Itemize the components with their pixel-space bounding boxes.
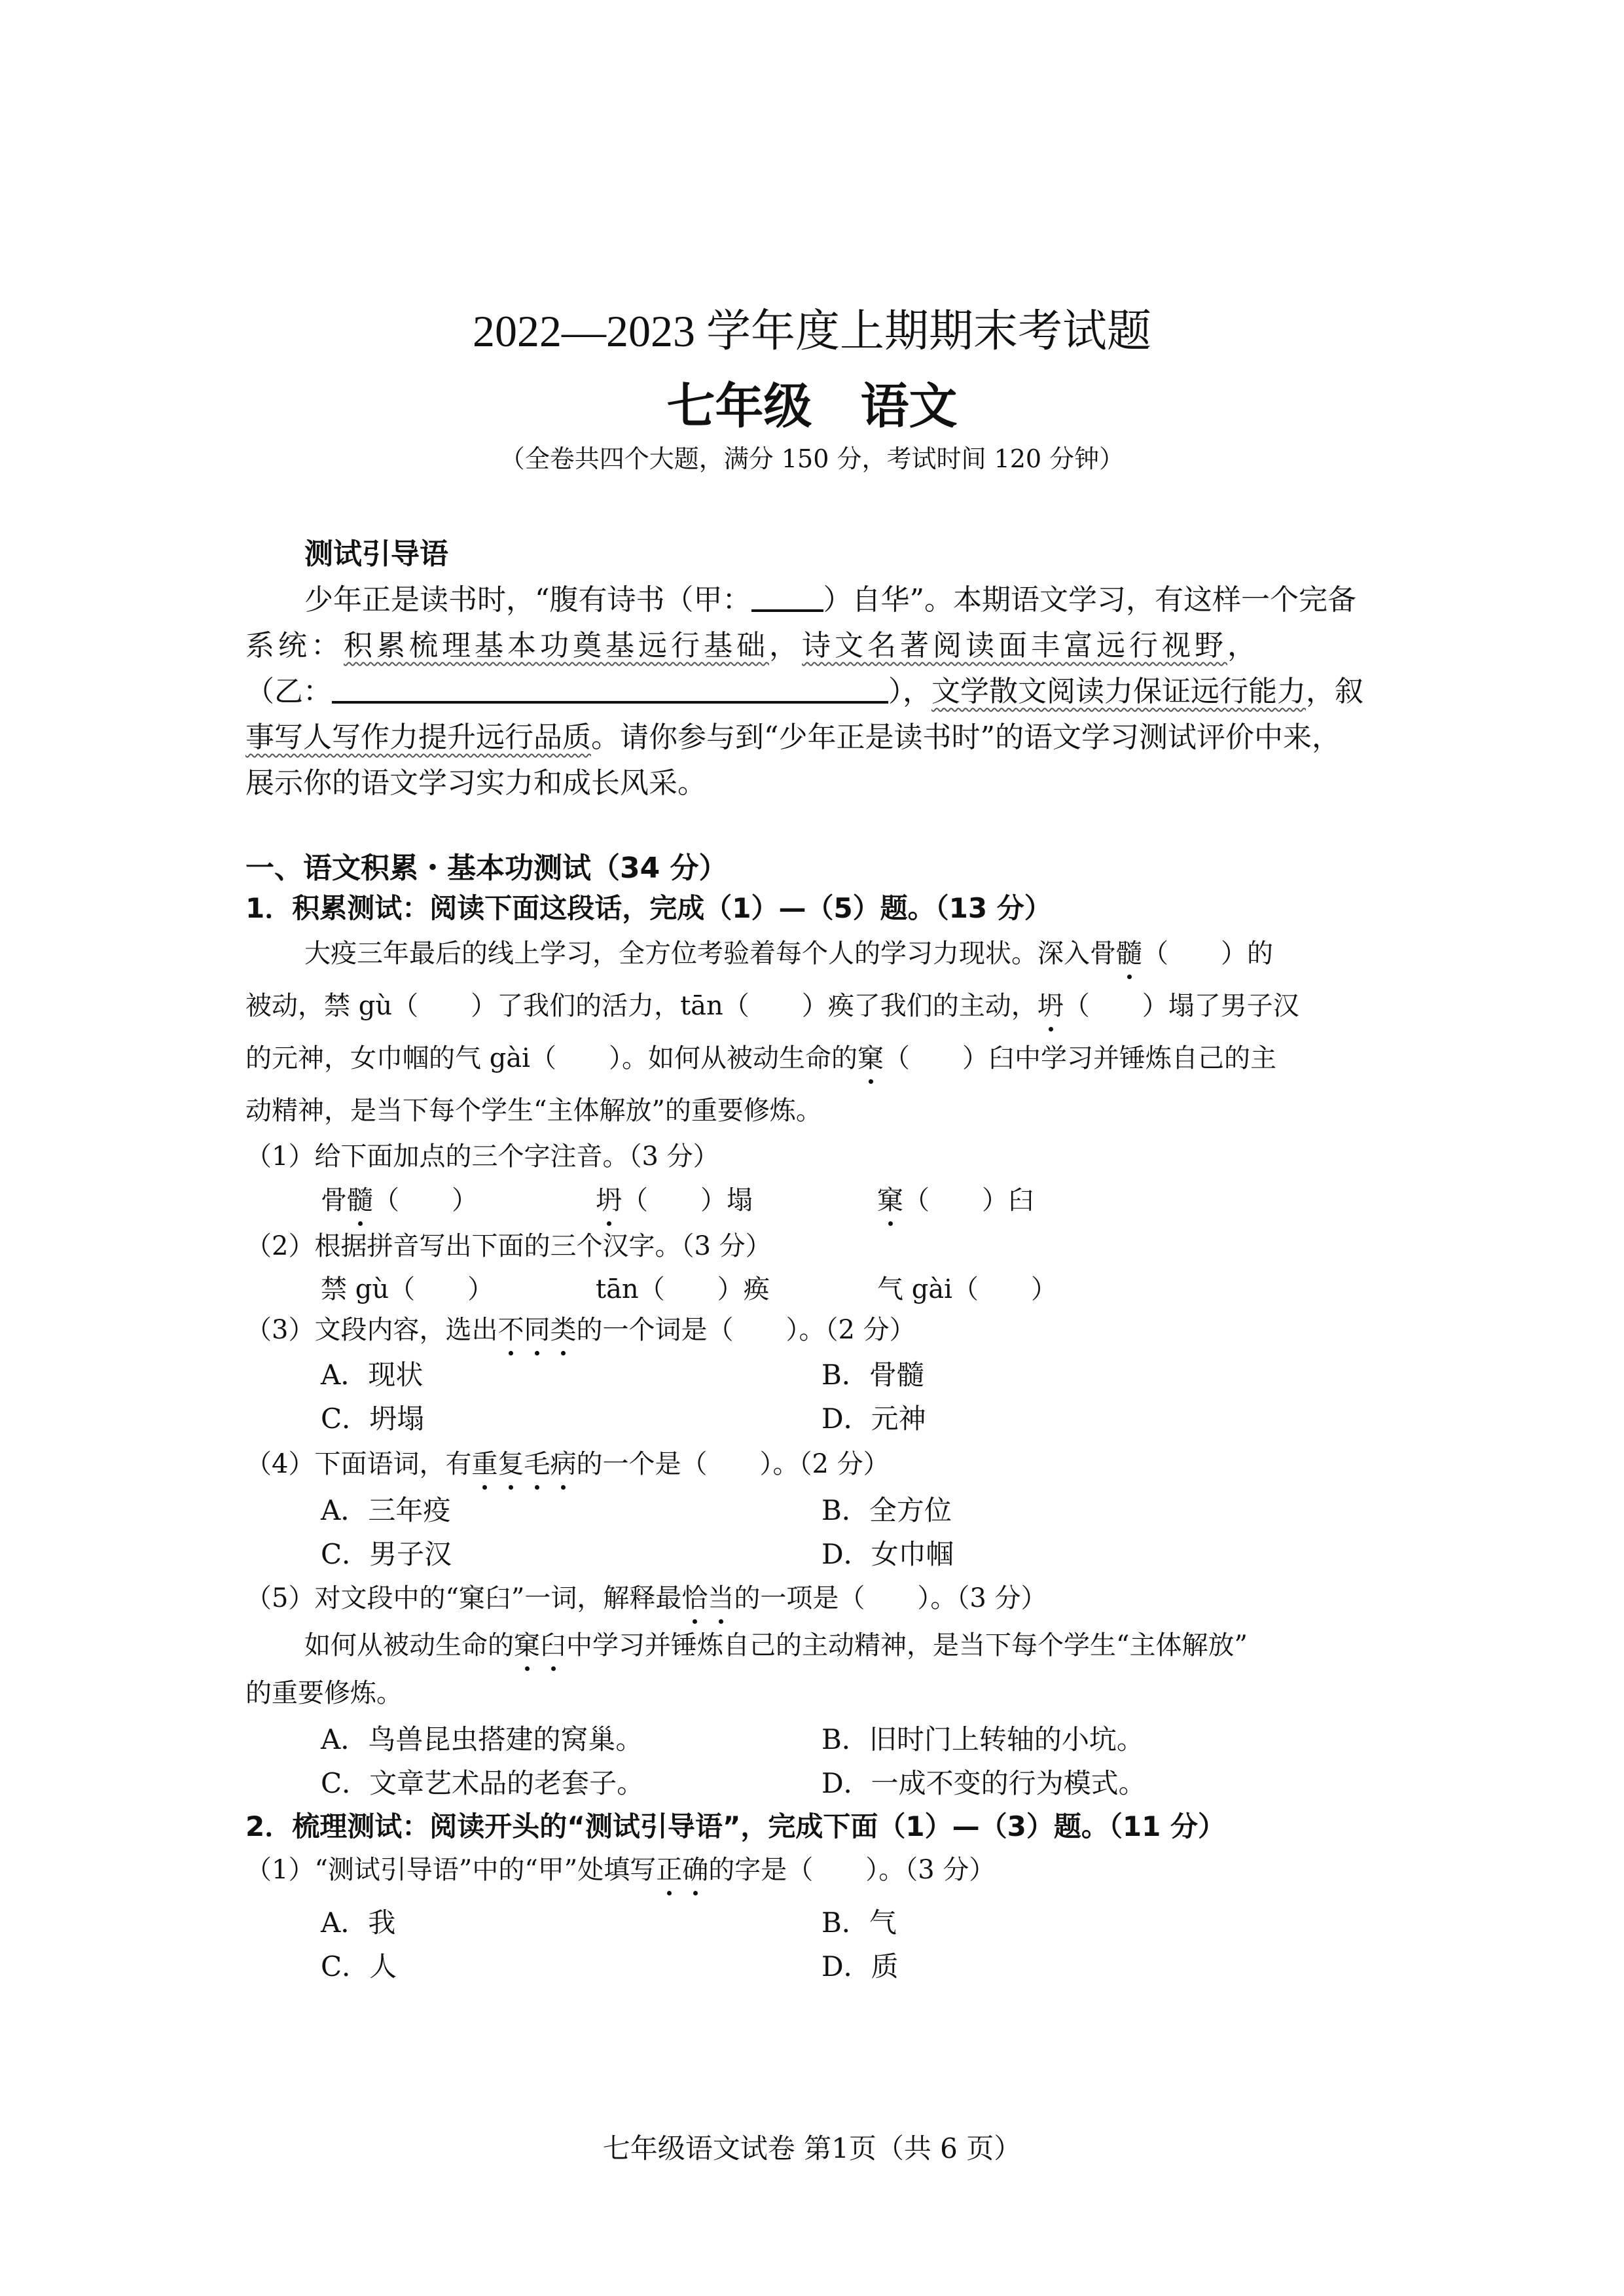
intro-l3-b: ）， — [888, 675, 931, 708]
intro-line-1 — [304, 576, 1356, 618]
intro-l1-b: ）自华”。本期语文学习，有这样一个完备 — [823, 583, 1356, 617]
q2-option-c[interactable]: C．人 — [321, 1950, 397, 1982]
section1-heading: 一、语文积累・基本功测试（34 分） — [245, 852, 728, 885]
q1-sub2-item-2[interactable]: tān（ ）痪 — [596, 1274, 770, 1304]
intro-l1-a: 少年正是读书时，“腹有诗书（甲： — [304, 583, 751, 617]
q1-sub1-item-2 — [596, 1179, 753, 1217]
q1-sub4-option-d[interactable]: D．女巾帼 — [821, 1538, 954, 1570]
q1-sub2-question: （2）根据拼音写出下面的三个汉字。（3 分） — [245, 1231, 772, 1261]
intro-l3-d: ，叙 — [1306, 675, 1363, 708]
q2s1-dot-2: 确 — [682, 1855, 709, 1885]
intro-l4-wavy: 事写人写作力提升远行品质 — [245, 721, 591, 754]
q1-sub2-item-3[interactable]: 气 gài（ ） — [877, 1274, 1057, 1304]
q2s1-b: 的字是（ ）。（3 分） — [708, 1855, 996, 1885]
q1-sub3-option-b[interactable]: B．骨髓 — [821, 1359, 924, 1391]
s4-dot-1: 重 — [471, 1449, 498, 1479]
q1-sub3-option-a[interactable]: A．现状 — [321, 1359, 424, 1391]
p2-dot: 坍 — [1037, 991, 1064, 1021]
q1-title: 1．积累测试：阅读下面这段话，完成（1）—（5）题。（13 分） — [245, 892, 1052, 924]
s5-p1-dot-2: 臼 — [540, 1630, 566, 1660]
intro-l2-a: 系统： — [245, 629, 344, 662]
p1-b: （ ）的 — [1142, 939, 1273, 969]
p1-dot: 髓 — [1116, 939, 1142, 969]
intro-line-2 — [245, 622, 1260, 664]
intro-line-4 — [245, 713, 1341, 755]
intro-heading: 测试引导语 — [304, 537, 448, 571]
q1-sub4-option-c[interactable]: C．男子汉 — [321, 1538, 452, 1570]
blank-jia[interactable] — [751, 581, 823, 612]
passage-line-2 — [245, 985, 1299, 1022]
q1-sub4-option-b[interactable]: B．全方位 — [821, 1494, 952, 1526]
s4-b: 的一个是（ ）。（2 分） — [576, 1449, 890, 1479]
passage-line-3 — [245, 1037, 1276, 1075]
q2-option-b[interactable]: B．气 — [821, 1907, 897, 1939]
q1-sub3-option-d[interactable]: D．元神 — [821, 1403, 926, 1435]
p2-b: （ ）塌了男子汉 — [1063, 991, 1299, 1021]
intro-l2-wavy-1: 积累梳理基本功奠基远行基础 — [344, 629, 769, 662]
s1-a1: 骨 — [321, 1185, 347, 1215]
exam-title: 2022—2023 学年度上期期末考试题 — [472, 306, 1151, 356]
s5-a: （5）对文段中的“窠臼”一词，解释最 — [245, 1583, 682, 1613]
q2-sub1-question — [245, 1849, 995, 1886]
q1-sub3-question — [245, 1309, 916, 1346]
q2s1-dot-1: 正 — [656, 1855, 683, 1885]
s3-b: 的一个词是（ ）。（2 分） — [576, 1315, 916, 1345]
s4-dot-2: 复 — [497, 1449, 524, 1479]
s1-a2-dot: 坍 — [596, 1185, 622, 1215]
q2s1-a: （1）“测试引导语”中的“甲”处填写 — [245, 1855, 657, 1885]
s5-p1-b: 中学习并锤炼自己的主动精神，是当下每个学生“主体解放” — [566, 1630, 1248, 1660]
q2-title: 2．梳理测试：阅读开头的“测试引导语”，完成下面（1）—（3）题。（11 分） — [245, 1810, 1225, 1842]
s1-a3-blank[interactable]: （ ）臼 — [903, 1185, 1034, 1215]
intro-l2-c: ， — [769, 629, 802, 662]
q1-sub1-question: （1）给下面加点的三个字注音。（3 分） — [245, 1141, 719, 1172]
passage-line-4: 动精神，是当下每个学生“主体解放”的重要修炼。 — [245, 1096, 822, 1126]
p3-dot: 窠 — [857, 1043, 884, 1073]
s4-dot-3: 毛 — [524, 1449, 550, 1479]
q1-sub5-context-2: 的重要修炼。 — [245, 1678, 403, 1708]
s3-dot-1: 不 — [497, 1315, 524, 1345]
q1-sub1-item-1 — [321, 1179, 478, 1217]
q1-sub4-option-a[interactable]: A．三年疫 — [321, 1494, 451, 1526]
intro-l3-wavy: 文学散文阅读力保证远行能力 — [931, 675, 1306, 708]
exam-subject: 七年级 语文 — [666, 378, 958, 435]
page-footer: 七年级语文试卷 第1页（共 6 页） — [602, 2132, 1022, 2164]
s1-a1-blank[interactable]: （ ） — [373, 1185, 478, 1215]
p2-a: 被动，禁 gù（ ）了我们的活力，tān（ ）痪了我们的主动， — [245, 991, 1038, 1021]
s5-p1-dot-1: 窠 — [514, 1630, 540, 1660]
s5-p1-a: 如何从被动生命的 — [304, 1630, 514, 1660]
intro-line-5: 展示你的语文学习实力和成长风采。 — [245, 766, 706, 800]
q1-sub5-option-a[interactable]: A．鸟兽昆虫搭建的窝巢。 — [321, 1723, 643, 1755]
s4-dot-4: 病 — [550, 1449, 577, 1479]
q1-sub5-option-c[interactable]: C．文章艺术品的老套子。 — [321, 1767, 645, 1799]
s5-b: 的一项是（ ）。（3 分） — [734, 1583, 1047, 1613]
q2-option-d[interactable]: D．质 — [821, 1950, 899, 1982]
s1-a2-blank[interactable]: （ ）塌 — [622, 1185, 753, 1215]
s3-dot-3: 类 — [550, 1315, 577, 1345]
p1-a: 大疫三年最后的线上学习，全方位考验着每个人的学习力现状。深入骨 — [304, 939, 1116, 969]
s5-dot-1: 恰 — [681, 1583, 708, 1613]
intro-line-3 — [245, 668, 1363, 709]
intro-l2-wavy-2: 诗文名著阅读面丰富远行视野 — [802, 629, 1227, 662]
intro-l4-b: 。请你参与到“少年正是读书时”的语文学习测试评价中来， — [591, 721, 1341, 754]
s3-a: （3）文段内容，选出 — [245, 1315, 498, 1345]
p3-a: 的元神，女巾帼的气 gài（ ）。如何从被动生命的 — [245, 1043, 857, 1073]
p3-b: （ ）臼中学习并锤炼自己的主 — [883, 1043, 1276, 1073]
q2-option-a[interactable]: A．我 — [321, 1907, 396, 1939]
q1-sub5-option-d[interactable]: D．一成不变的行为模式。 — [821, 1767, 1146, 1799]
q1-sub5-option-b[interactable]: B．旧时门上转轴的小坑。 — [821, 1723, 1144, 1755]
q1-sub2-item-1[interactable]: 禁 gù（ ） — [321, 1274, 494, 1304]
q1-sub1-item-3 — [877, 1179, 1034, 1217]
s3-dot-2: 同 — [524, 1315, 550, 1345]
s1-a1-dot: 髓 — [347, 1185, 373, 1215]
exam-subtitle: （全卷共四个大题，满分 150 分，考试时间 120 分钟） — [499, 444, 1125, 473]
s4-a: （4）下面语词，有 — [245, 1449, 472, 1479]
q1-sub5-question — [245, 1577, 1047, 1615]
blank-yi[interactable] — [332, 672, 888, 704]
passage-line-1 — [304, 933, 1273, 970]
s1-a3-dot: 窠 — [877, 1185, 903, 1215]
q1-sub3-option-c[interactable]: C．坍塌 — [321, 1403, 425, 1435]
intro-l3-a: （乙： — [245, 675, 332, 708]
q1-sub4-question — [245, 1443, 890, 1480]
s5-dot-2: 当 — [708, 1583, 734, 1613]
intro-l2-e: ， — [1227, 629, 1260, 662]
q1-sub5-context-1 — [304, 1624, 1248, 1662]
